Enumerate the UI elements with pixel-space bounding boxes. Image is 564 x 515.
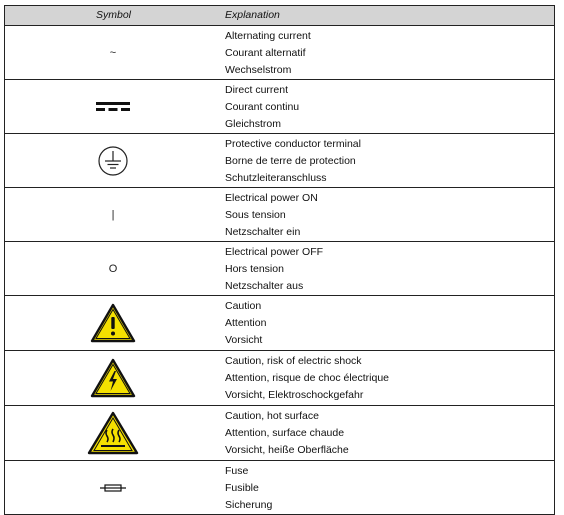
protective-earth-icon [5,134,221,187]
explanation-de: Netzschalter ein [225,226,301,238]
explanation-en: Fuse [225,465,249,477]
explanation-de: Vorsicht, Elektroschockgefahr [225,389,364,401]
explanation-en: Caution, hot surface [225,410,319,422]
explanation-en: Protective conductor terminal [225,138,361,150]
direct-current-icon [5,80,221,133]
header-symbol: Symbol [96,9,132,21]
table-row [5,461,554,514]
alternating-current-icon: ~ [109,46,117,59]
explanation-fr: Sous tension [225,209,286,221]
explanation-de: Netzschalter aus [225,280,304,292]
power-off-icon: O [108,262,118,275]
table-header [5,6,554,26]
electric-shock-warning-icon [5,351,221,405]
explanation-de: Wechselstrom [225,64,292,76]
explanation-fr: Borne de terre de protection [225,155,356,167]
table-row [5,134,554,188]
table-row [5,242,554,296]
fuse-icon [5,461,221,514]
explanation-de: Gleichstrom [225,118,282,130]
explanation-fr: Courant alternatif [225,47,306,59]
table-row [5,26,554,80]
caution-warning-icon [5,296,221,350]
explanation-en: Electrical power ON [225,192,318,204]
explanation-fr: Hors tension [225,263,284,275]
table-row [5,351,554,406]
explanation-en: Electrical power OFF [225,246,324,258]
symbol-table [4,5,555,515]
explanation-fr: Attention, risque de choc électrique [225,372,390,384]
explanation-de: Schutzleiteranschluss [225,172,327,184]
explanation-fr: Fusible [225,482,259,494]
power-on-icon: | [111,208,115,221]
table-row [5,80,554,134]
hot-surface-warning-icon [5,406,221,460]
explanation-fr: Courant continu [225,101,300,113]
explanation-en: Caution [225,300,262,312]
explanation-de: Vorsicht [225,334,263,346]
table-row [5,406,554,461]
table-row [5,188,554,242]
header-explanation: Explanation [225,9,280,21]
explanation-de: Sicherung [225,499,273,511]
explanation-de: Vorsicht, heiße Oberfläche [225,444,349,456]
explanation-en: Alternating current [225,30,311,42]
table-row [5,296,554,351]
explanation-fr: Attention, surface chaude [225,427,345,439]
explanation-fr: Attention [225,317,267,329]
explanation-en: Direct current [225,84,289,96]
explanation-en: Caution, risk of electric shock [225,355,362,367]
